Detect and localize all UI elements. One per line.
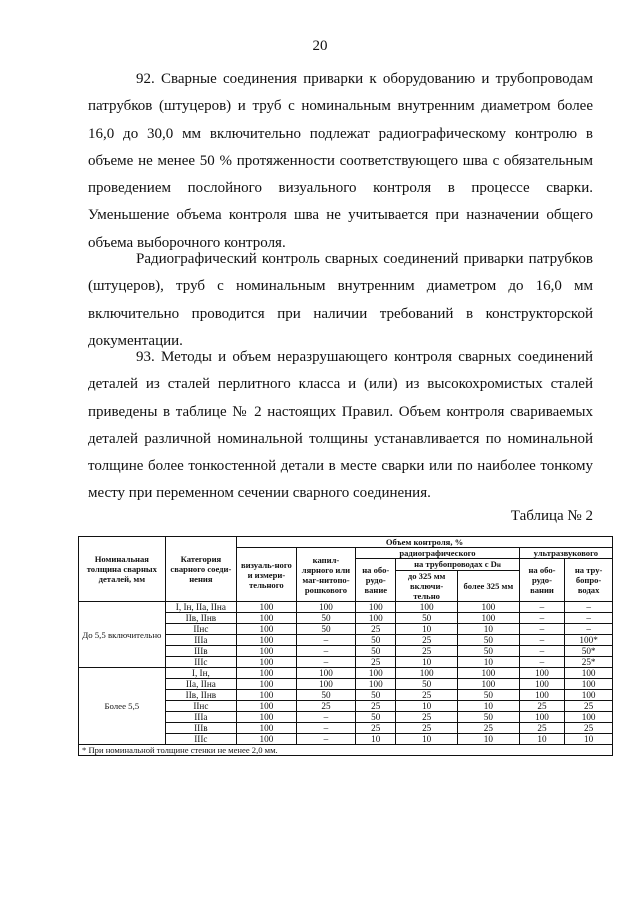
- header-rg-equipment: на обо-рудо-вание: [356, 559, 396, 602]
- volume-cell: 50: [356, 635, 396, 646]
- control-volume-table: [78, 536, 613, 756]
- header-visual: визуаль-ного и измери-тельного: [237, 548, 297, 602]
- volume-cell: 100: [237, 613, 297, 624]
- volume-cell: 10: [519, 734, 564, 745]
- volume-cell: 25: [458, 723, 520, 734]
- volume-cell: 100: [519, 679, 564, 690]
- volume-cell: –: [519, 624, 564, 635]
- category-cell: IIнс: [165, 701, 236, 712]
- volume-cell: –: [296, 712, 356, 723]
- volume-cell: –: [519, 613, 564, 624]
- volume-cell: 10: [458, 657, 520, 668]
- volume-cell: –: [519, 646, 564, 657]
- volume-cell: 10: [565, 734, 613, 745]
- volume-cell: 50: [458, 635, 520, 646]
- volume-cell: 25: [296, 701, 356, 712]
- volume-cell: 25: [396, 646, 458, 657]
- table-row: [79, 602, 613, 613]
- volume-cell: 10: [458, 734, 520, 745]
- volume-cell: 50: [296, 624, 356, 635]
- table-footnote: * При номинальной толщине стенки не менее 2,0 мм.: [79, 745, 613, 756]
- volume-cell: 100: [356, 613, 396, 624]
- volume-cell: 100: [565, 690, 613, 701]
- header-capillary: капил-лярного или маг-нитопо-рошкового: [296, 548, 356, 602]
- volume-cell: 100: [356, 602, 396, 613]
- volume-cell: 25: [396, 712, 458, 723]
- paragraph-92-radiographic-text: Радиографический контроль сварных соединений приварки патрубков (штуцеров), труб с номинальным внутренним диаметром до 16,0 мм включительно проводится при наличии требований в конструкторской документации.: [88, 251, 593, 349]
- volume-cell: 100: [356, 668, 396, 679]
- volume-cell: 25: [396, 690, 458, 701]
- volume-cell: 100: [565, 668, 613, 679]
- volume-cell: 100: [396, 668, 458, 679]
- volume-cell: 50: [396, 613, 458, 624]
- volume-cell: 25*: [565, 657, 613, 668]
- volume-cell: 100: [237, 701, 297, 712]
- volume-cell: –: [565, 602, 613, 613]
- thickness-group-label: Более 5,5: [79, 668, 166, 745]
- volume-cell: 100: [237, 712, 297, 723]
- paragraph-92-text: 92. Сварные соединения приварки к оборудованию и трубопроводам патрубков (штуцеров) и труб с номинальным внутренним диаметром более 16,0 до 30,0 мм включительно подлежат радиографическому контролю в объеме не менее 50 % протяженности соответствующего шва с обязательным проведением послойного визуального контроля в процессе сварки. Уменьшение объема контроля шва не учитывается при назначении общего объема выборочного контроля.: [88, 71, 593, 251]
- category-cell: IIIв: [165, 723, 236, 734]
- volume-cell: 100: [237, 602, 297, 613]
- volume-cell: 50: [458, 646, 520, 657]
- category-cell: IIIс: [165, 657, 236, 668]
- header-rg-over325: более 325 мм: [458, 571, 520, 602]
- volume-cell: 100: [565, 679, 613, 690]
- category-cell: I, Iн,: [165, 668, 236, 679]
- volume-cell: –: [565, 624, 613, 635]
- volume-cell: –: [519, 635, 564, 646]
- volume-cell: 50: [356, 712, 396, 723]
- volume-cell: 25: [396, 635, 458, 646]
- volume-cell: –: [296, 734, 356, 745]
- volume-cell: 50: [458, 690, 520, 701]
- category-cell: IIIа: [165, 635, 236, 646]
- header-rg-pipes: [396, 559, 519, 571]
- category-cell: I, Iн, IIа, IIнa: [165, 602, 236, 613]
- paragraph-93-text: 93. Методы и объем неразрушающего контроля сварных соединений деталей из сталей перлитного класса и (или) из высокохромистых сталей приведены в таблице № 2 настоящих Правил. Объем контроля свариваемых деталей различной номинальной толщины устанавливается по номинальной толщине более тонкостенной детали в месте сварки или по наиболее тонкому месту при переменном сечении сварного соединения.: [88, 349, 593, 502]
- header-rg-upto325: до 325 мм включи-тельно: [396, 571, 458, 602]
- volume-cell: 25: [356, 657, 396, 668]
- header-thickness: Номинальная толщина сварных деталей, мм: [79, 537, 166, 602]
- volume-cell: 100: [237, 646, 297, 657]
- header-rg-pipes-prefix: на трубопроводах с D: [414, 559, 497, 569]
- volume-cell: 10: [458, 624, 520, 635]
- volume-cell: 25: [519, 723, 564, 734]
- paragraph-92-radiographic: [88, 246, 593, 355]
- volume-cell: 10: [396, 701, 458, 712]
- thickness-group-label: До 5,5 включительно: [79, 602, 166, 668]
- volume-cell: –: [296, 646, 356, 657]
- header-volume: Объем контроля, %: [237, 537, 613, 548]
- volume-cell: 100: [237, 723, 297, 734]
- volume-cell: 25: [356, 624, 396, 635]
- category-cell: IIIв: [165, 646, 236, 657]
- volume-cell: 100: [519, 690, 564, 701]
- volume-cell: 25: [565, 723, 613, 734]
- header-category: Категория сварного соеди-нения: [165, 537, 236, 602]
- header-rg-pipes-sub: н: [496, 561, 501, 569]
- volume-cell: 100: [458, 668, 520, 679]
- volume-cell: 10: [356, 734, 396, 745]
- volume-cell: 100: [237, 734, 297, 745]
- table-row: [79, 668, 613, 679]
- table-caption: Таблица № 2: [510, 508, 593, 524]
- category-cell: IIв, IIнв: [165, 613, 236, 624]
- category-cell: IIIс: [165, 734, 236, 745]
- table-body: [79, 602, 613, 745]
- volume-cell: 10: [458, 701, 520, 712]
- volume-cell: 50: [356, 646, 396, 657]
- volume-cell: 100: [458, 679, 520, 690]
- category-cell: IIв, IIнв: [165, 690, 236, 701]
- volume-cell: 100: [519, 668, 564, 679]
- volume-cell: 25: [565, 701, 613, 712]
- volume-cell: 100: [458, 613, 520, 624]
- volume-cell: 25: [356, 723, 396, 734]
- category-cell: IIнс: [165, 624, 236, 635]
- volume-cell: 100: [356, 679, 396, 690]
- volume-cell: –: [519, 657, 564, 668]
- volume-cell: 100: [237, 690, 297, 701]
- volume-cell: –: [296, 635, 356, 646]
- volume-cell: 10: [396, 657, 458, 668]
- volume-cell: 100: [237, 679, 297, 690]
- paragraph-92: [88, 66, 593, 257]
- volume-cell: 50: [396, 679, 458, 690]
- volume-cell: 50: [296, 690, 356, 701]
- volume-cell: 100: [296, 602, 356, 613]
- category-cell: IIа, IIнa: [165, 679, 236, 690]
- volume-cell: 25: [519, 701, 564, 712]
- volume-cell: 100: [296, 668, 356, 679]
- volume-cell: 100: [565, 712, 613, 723]
- volume-cell: 10: [396, 624, 458, 635]
- volume-cell: 100: [237, 635, 297, 646]
- header-ultrasonic: ультразвукового: [519, 548, 612, 559]
- volume-cell: 100: [296, 679, 356, 690]
- volume-cell: 100*: [565, 635, 613, 646]
- volume-cell: 100: [237, 624, 297, 635]
- paragraph-93: [88, 344, 593, 508]
- volume-cell: 10: [396, 734, 458, 745]
- volume-cell: 50: [296, 613, 356, 624]
- volume-cell: 50*: [565, 646, 613, 657]
- header-us-pipes: на тру-бопро-водах: [565, 559, 613, 602]
- volume-cell: 100: [519, 712, 564, 723]
- volume-cell: 25: [356, 701, 396, 712]
- volume-cell: –: [519, 602, 564, 613]
- category-cell: IIIа: [165, 712, 236, 723]
- volume-cell: 100: [458, 602, 520, 613]
- volume-cell: –: [296, 723, 356, 734]
- volume-cell: 100: [396, 602, 458, 613]
- volume-cell: 50: [458, 712, 520, 723]
- volume-cell: 25: [396, 723, 458, 734]
- header-us-equipment: на обо-рудо-вании: [519, 559, 564, 602]
- page-number: 20: [312, 38, 328, 54]
- volume-cell: 100: [237, 668, 297, 679]
- volume-cell: 50: [356, 690, 396, 701]
- volume-cell: 100: [237, 657, 297, 668]
- header-radiographic: радиографического: [356, 548, 520, 559]
- volume-cell: –: [565, 613, 613, 624]
- volume-cell: –: [296, 657, 356, 668]
